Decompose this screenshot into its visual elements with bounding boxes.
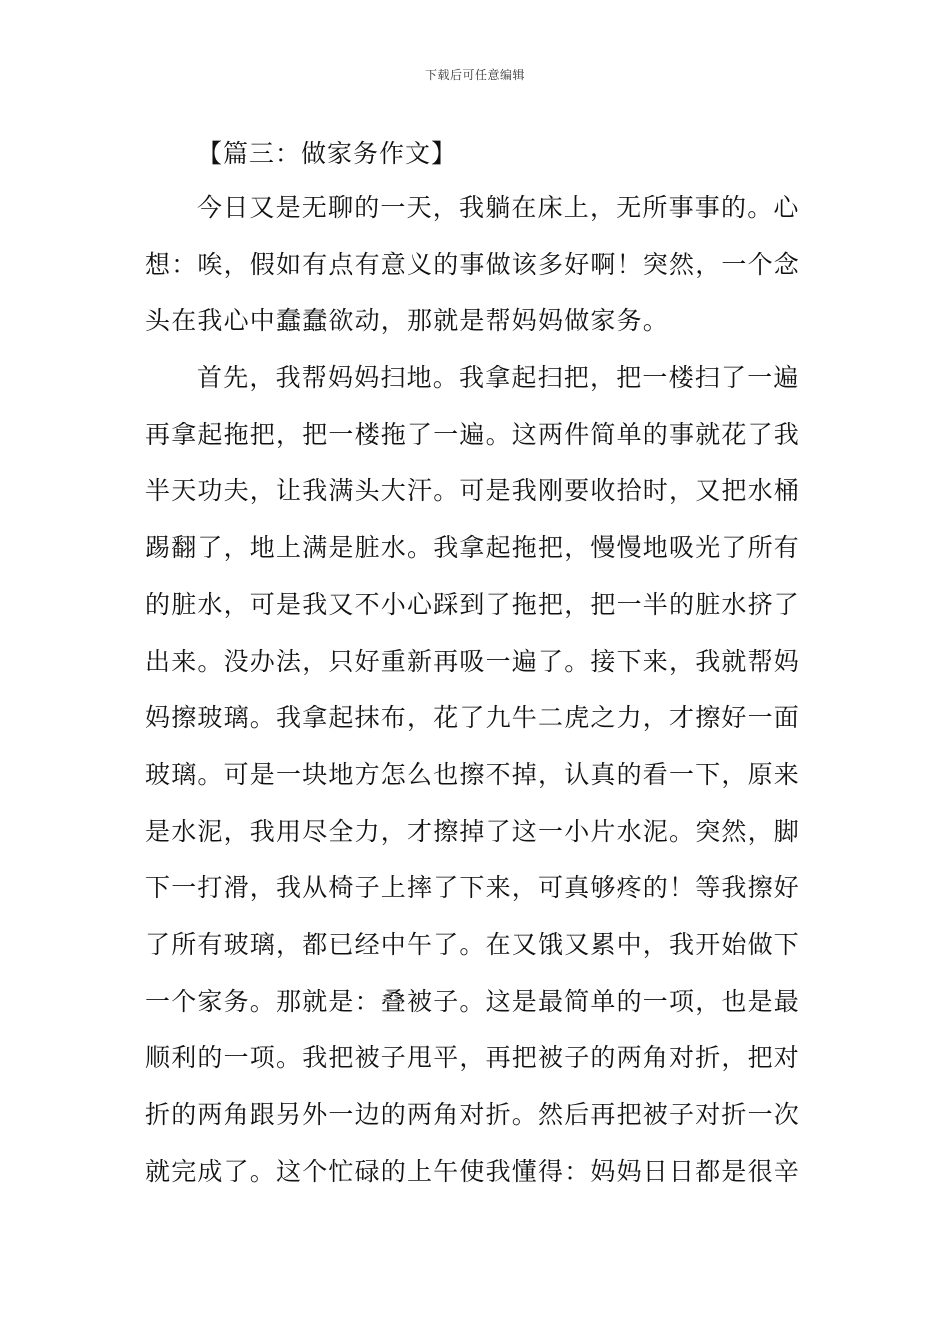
paragraph-line: 的脏水，可是我又不小心踩到了拖把，把一半的脏水挤了: [145, 589, 801, 619]
paragraph-line: 玻璃。可是一块地方怎么也擦不掉，认真的看一下，原来: [145, 759, 801, 789]
paragraph-line: 顺利的一项。我把被子甩平，再把被子的两角对折，把对: [145, 1043, 801, 1073]
paragraph-line: 了所有玻璃，都已经中午了。在又饿又累中，我开始做下: [145, 929, 801, 959]
paragraph: [145, 350, 807, 1200]
paragraph-line: 一个家务。那就是：叠被子。这是最简单的一项，也是最: [145, 986, 801, 1016]
paragraph-line: 半天功夫，让我满头大汗。可是我刚要收拾时，又把水桶: [145, 476, 801, 506]
paragraphs-container: [145, 180, 807, 1200]
paragraph-line: 折的两角跟另外一边的两角对折。然后再把被子对折一次: [145, 1100, 801, 1129]
document-title: 【篇三：做家务作文】: [197, 139, 458, 168]
page-header-note: 下载后可任意编辑: [424, 68, 525, 82]
document-body: [145, 128, 807, 1200]
paragraph-line: 妈擦玻璃。我拿起抹布，花了九牛二虎之力，才擦好一面: [145, 703, 801, 733]
paragraph: [145, 180, 807, 350]
paragraph-line: 想：唉，假如有点有意义的事做该多好啊！突然，一个念: [145, 249, 801, 279]
paragraph-line: 下一打滑，我从椅子上摔了下来，可真够疼的！等我擦好: [145, 873, 801, 903]
paragraph-line: 首先，我帮妈妈扫地。我拿起扫把，把一楼扫了一遍: [197, 363, 800, 393]
paragraph-line: 出来。没办法，只好重新再吸一遍了。接下来，我就帮妈: [145, 646, 801, 676]
paragraph-line: 头在我心中蠢蠢欲动，那就是帮妈妈做家务。: [145, 306, 670, 336]
paragraph-line: 是水泥，我用尽全力，才擦掉了这一小片水泥。突然，脚: [145, 816, 801, 846]
paragraph-line: 再拿起拖把，把一楼拖了一遍。这两件简单的事就花了我: [145, 419, 801, 449]
paragraph-line: 踢翻了，地上满是脏水。我拿起拖把，慢慢地吸光了所有: [145, 533, 801, 563]
paragraph-line: 今日又是无聊的一天，我躺在床上，无所事事的。心: [197, 193, 800, 222]
paragraph-line: 就完成了。这个忙碌的上午使我懂得：妈妈日日都是很辛: [145, 1156, 801, 1186]
